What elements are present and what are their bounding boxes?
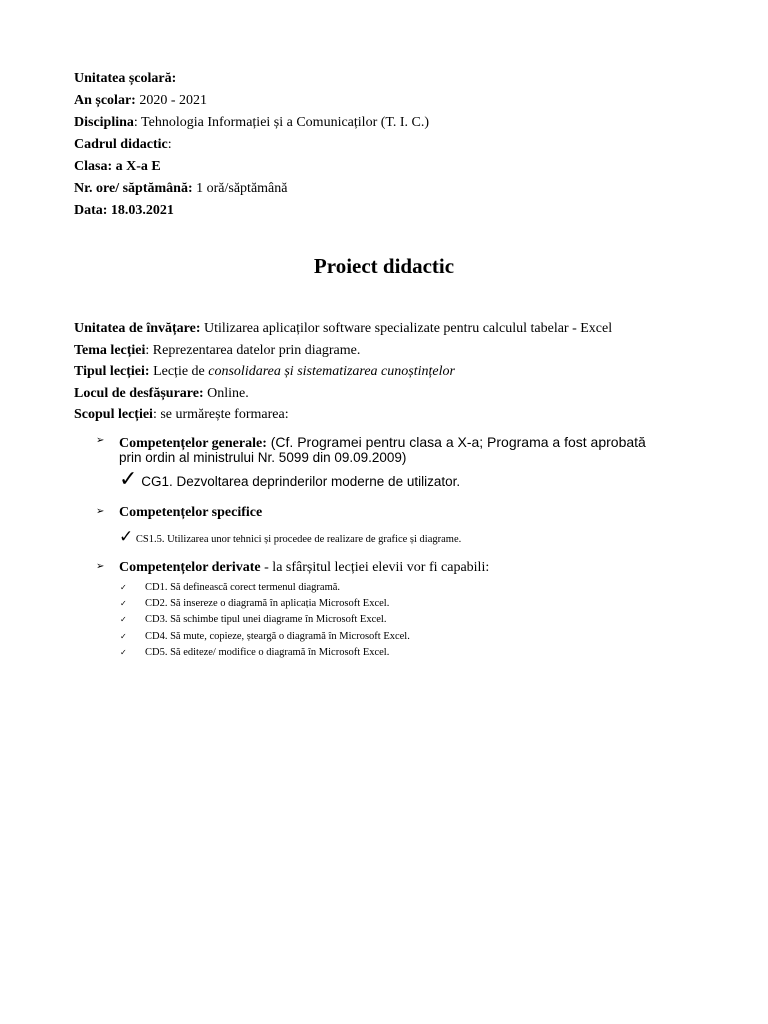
checkmark-icon: ✓ — [120, 631, 127, 641]
checkmark-icon: ✓ — [120, 647, 127, 657]
generale-line-2: prin ordin al ministrului Nr. 5099 din 09.09.2009) — [119, 450, 407, 465]
arrow-bullet-icon: ➢ — [96, 435, 105, 446]
page-title: Proiect didactic — [313, 254, 455, 278]
arrow-bullet-icon: ➢ — [96, 561, 105, 572]
list-item: ✓ CD3. Să schimbe tipul unei diagrame în Microsoft Excel. — [120, 612, 410, 628]
lesson-unitatea: Unitatea de învățare: Utilizarea aplicaților software specializate pentru calculul tabelar - Excel — [74, 321, 613, 336]
checkmark-icon: ✓ — [120, 583, 127, 592]
lesson-tipul: Tipul lecției: Lecție de consolidarea și sistematizarea cunoștințelor — [74, 364, 455, 379]
checkmark-icon: ✓ — [120, 599, 127, 609]
competente-generale — [96, 435, 696, 491]
generale-line: Competențelor generale: (Cf. Programei pentru clasa a X-a; Programa a fost aprobată — [119, 434, 646, 451]
meta-nr-ore: Nr. ore/ săptămână: 1 oră/săptămână — [74, 181, 288, 196]
specifice-line: Competențelor specifice — [119, 505, 263, 520]
arrow-bullet-icon: ➢ — [96, 506, 105, 517]
header-meta — [74, 68, 429, 222]
list-item: ✓ CD1. Să definească corect termenul diagramă. — [120, 580, 410, 596]
checkmark-icon: ✓ — [119, 527, 134, 547]
checkmark-icon: ✓ — [120, 615, 127, 625]
derivate-line: Competențelor derivate - la sfârșitul lecției elevii vor fi capabili: — [119, 560, 490, 575]
lesson-info — [74, 318, 714, 426]
meta-disciplina: Disciplina: Tehnologia Informației și a Comunicaților (T. I. C.) — [74, 115, 430, 130]
cs15-line: ✓ CS1.5. Utilizarea unor tehnici și procedee de realizare de grafice și diagrame. — [119, 527, 462, 547]
cd-list — [120, 580, 410, 661]
lesson-tema: Tema lecției: Reprezentarea datelor prin diagrame. — [74, 342, 361, 358]
list-item: ✓ CD5. Să editeze/ modifice o diagramă în Microsoft Excel. — [120, 645, 410, 661]
meta-unitatea: Unitatea școlară: — [74, 71, 177, 86]
cg1-line: ✓ CG1. Dezvoltarea deprinderilor moderne de utilizator. — [119, 467, 461, 492]
lesson-scopul: Scopul lecției: se urmărește formarea: — [74, 407, 289, 422]
list-item: ✓ CD4. Să mute, copieze, șteargă o diagramă în Microsoft Excel. — [120, 629, 410, 645]
meta-an-scolar: An școlar: 2020 - 2021 — [74, 93, 207, 108]
list-item: ✓ CD2. Să insereze o diagramă în aplicația Microsoft Excel. — [120, 596, 410, 612]
meta-data: Data: 18.03.2021 — [74, 203, 174, 218]
meta-cadrul: Cadrul didactic: — [74, 137, 172, 152]
lesson-locul: Locul de desfășurare: Online. — [74, 385, 249, 401]
meta-clasa: Clasa: a X-a E — [74, 159, 161, 174]
checkmark-icon: ✓ — [119, 467, 138, 492]
competente-derivate — [96, 561, 696, 575]
competente-specifice — [96, 506, 696, 549]
